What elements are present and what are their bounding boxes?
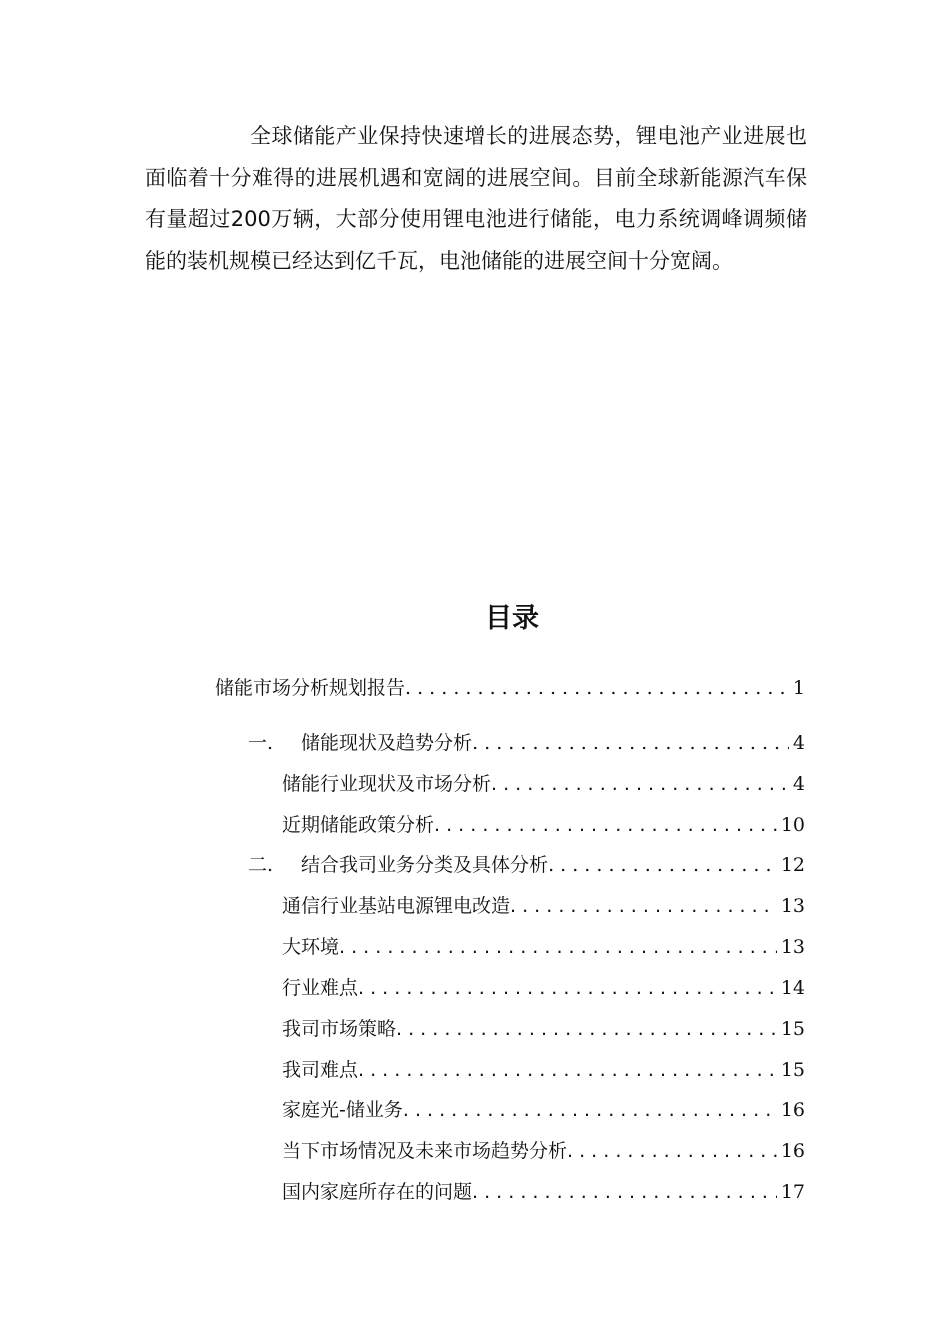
toc-entry-label: 当下市场情况及未来市场趋势分析 [282,1140,568,1162]
toc-entry[interactable] [282,974,805,1002]
toc-entry-page: 1 [792,677,805,699]
toc-entry[interactable] [282,933,805,961]
toc-entry[interactable] [282,1178,805,1206]
toc-entry[interactable] [282,1096,805,1124]
toc-entry-page: 4 [792,773,805,795]
toc-entry-label: 我司市场策略 [282,1018,397,1040]
toc-entry[interactable] [215,674,805,702]
toc-entry-page: 17 [780,1181,805,1203]
toc-leader-dots [472,729,789,757]
toc-entry-page: 16 [780,1099,805,1121]
toc-entry-page: 15 [780,1059,805,1081]
toc-entry[interactable] [248,729,805,757]
intro-paragraph: 全球储能产业保持快速增长的进展态势，锂电池产业进展也面临着十分难得的进展机遇和宽阔的进展空间。目前全球新能源汽车保有量超过200万辆，大部分使用锂电池进行储能，电力系统调峰调频储能的装机规模已经达到亿千瓦，电池储能的进展空间十分宽阔。 [145,124,807,273]
toc-leader-dots [510,892,777,920]
toc-entry[interactable] [282,811,805,839]
toc-leader-dots [339,933,777,961]
toc-entry[interactable] [282,1056,805,1084]
toc-entry-page: 12 [780,854,805,876]
toc-entry-number: 二. [248,854,274,876]
toc-leader-dots [396,1015,777,1043]
toc-entry-page: 10 [780,814,805,836]
toc-entry-label: 近期储能政策分析 [282,814,435,836]
toc-leader-dots [491,770,789,798]
toc-entry-label: 国内家庭所存在的问题 [282,1181,473,1203]
toc-leader-dots [567,1137,777,1165]
toc-leader-dots [403,1096,777,1124]
toc-entry-label: 大环境 [282,936,340,958]
toc-entry[interactable] [282,1137,805,1165]
toc-entry-page: 13 [780,936,805,958]
toc-leader-dots [358,1056,777,1084]
toc-entry-number: 一. [248,732,274,754]
toc-entry-page: 4 [792,732,805,754]
toc-leader-dots [472,1178,777,1206]
toc-entry-label: 储能现状及趋势分析 [301,732,473,754]
toc-entry[interactable] [248,851,805,879]
toc-entry-page: 15 [780,1018,805,1040]
toc-leader-dots [405,674,789,702]
toc-entry-label: 通信行业基站电源锂电改造 [282,895,511,917]
toc-entry-label: 家庭光-储业务 [282,1099,403,1121]
toc-leader-dots [434,811,777,839]
toc-title: 目录 [485,603,539,634]
toc-entry-page: 13 [780,895,805,917]
toc-entry-label: 我司难点 [282,1059,359,1081]
toc-entry-page: 16 [780,1140,805,1162]
toc-entry-label: 行业难点 [282,977,359,999]
toc-entry[interactable] [282,770,805,798]
toc-entry[interactable] [282,892,805,920]
toc-leader-dots [358,974,777,1002]
toc-entry-page: 14 [780,977,805,999]
toc-entry-label: 结合我司业务分类及具体分析 [301,854,549,876]
toc-entry-label: 储能市场分析规划报告 [215,677,406,699]
toc-leader-dots [548,851,777,879]
toc-entry-label: 储能行业现状及市场分析 [282,773,492,795]
toc-entry[interactable] [282,1015,805,1043]
